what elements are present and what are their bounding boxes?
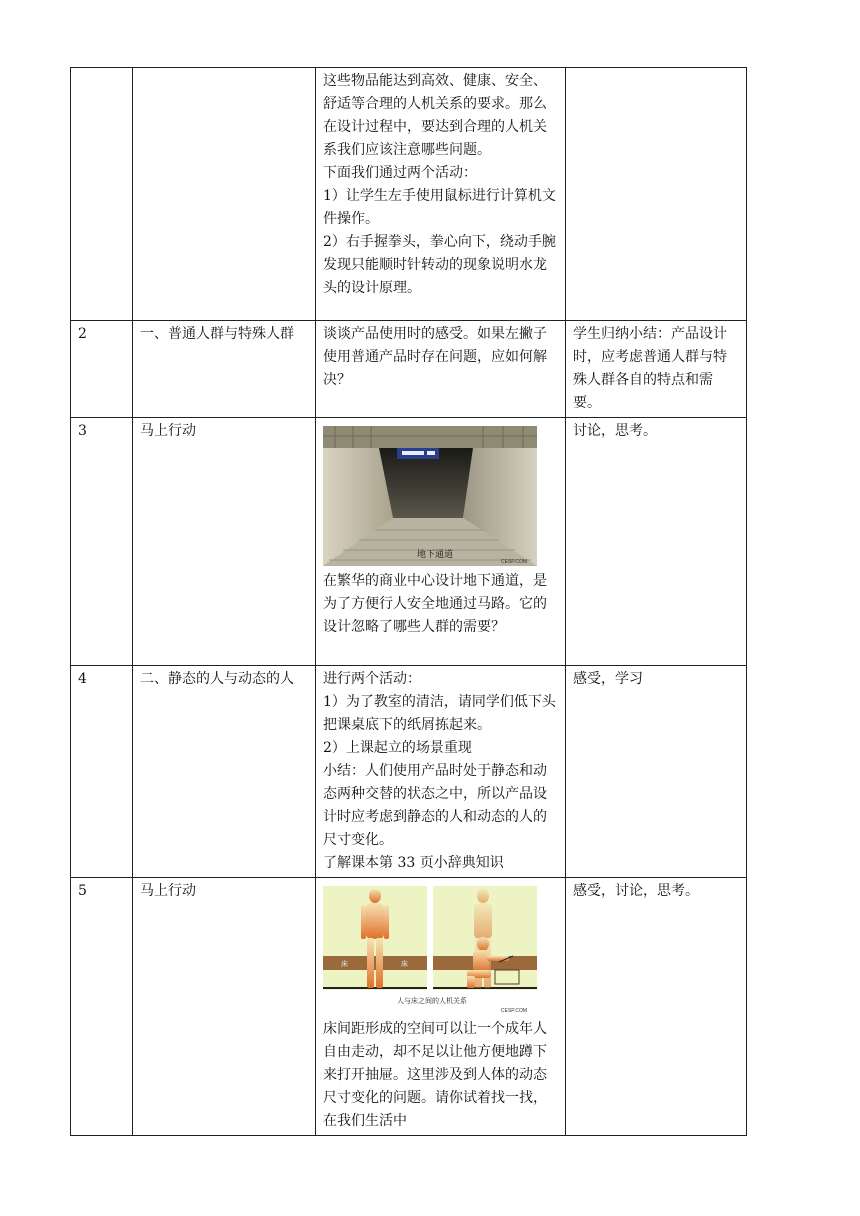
topic-cell: 马上行动	[133, 418, 316, 666]
content-cell	[316, 321, 566, 418]
topic-cell: 二、静态的人与动态的人	[133, 666, 316, 878]
bed-label: 床	[341, 961, 348, 968]
content-paragraph: 1）让学生左手使用鼠标进行计算机文件操作。	[323, 188, 556, 227]
content-paragraph: 这些物品能达到高效、健康、安全、舒适等合理的人机关系的要求。那么在设计过程中，要达到合理的人机关系我们应该注意哪些问题。	[323, 73, 547, 158]
student-activity-cell: 讨论，思考。	[566, 418, 747, 666]
content-paragraph: 1）为了教室的清洁，请同学们低下头把课桌底下的纸屑拣起来。	[323, 694, 556, 733]
content-cell	[316, 878, 566, 1136]
bed-label: 床	[401, 961, 408, 968]
photo-caption: 地下通道	[417, 549, 454, 559]
content-cell	[316, 666, 566, 878]
content-paragraph: 在繁华的商业中心设计地下通道，是为了方便行人安全地通过马路。它的设计忽略了哪些人群的需要？	[323, 573, 547, 635]
table-row	[71, 321, 747, 418]
content-paragraph: 床间距形成的空间可以让一个成年人自由走动，却不足以让他方便地蹲下来打开抽屉。这里涉及到人体的动态尺寸变化的问题。请你试着找一找，在我们生活中	[323, 1021, 547, 1129]
topic-cell	[133, 68, 316, 321]
illustration-watermark: CESP.COM	[501, 1008, 528, 1014]
bed-spacing-illustration	[323, 886, 558, 1014]
illustration-caption: 人与床之间的人机关系	[397, 997, 467, 1005]
table-row	[71, 68, 747, 321]
row-number-cell: 2	[71, 321, 133, 418]
photo-watermark: CESP.COM	[501, 559, 528, 565]
content-paragraph: 小结：人们使用产品时处于静态和动态两种交替的状态之中，所以产品设计时应考虑到静态的人和动态的人的尺寸变化。	[323, 763, 547, 848]
content-paragraph: 2）右手握拳头，拳心向下，绕动手腕发现只能顺时针转动的现象说明水龙头的设计原理。	[323, 234, 556, 296]
topic-cell: 一、普通人群与特殊人群	[133, 321, 316, 418]
row-number-cell	[71, 68, 133, 321]
topic-cell: 马上行动	[133, 878, 316, 1136]
underpass-photo	[323, 426, 558, 566]
row-number-cell: 5	[71, 878, 133, 1136]
table-row	[71, 418, 747, 666]
student-activity-cell	[566, 68, 747, 321]
row-number-cell: 3	[71, 418, 133, 666]
content-cell	[316, 418, 566, 666]
lesson-plan-table	[70, 67, 747, 1136]
student-activity-cell: 感受，学习	[566, 666, 747, 878]
student-activity-cell: 学生归纳小结：产品设计时，应考虑普通人群与特殊人群各自的特点和需要。	[566, 321, 747, 418]
row-number-cell: 4	[71, 666, 133, 878]
content-paragraph: 进行两个活动：	[323, 671, 421, 687]
student-activity-cell: 感受，讨论，思考。	[566, 878, 747, 1136]
content-paragraph: 下面我们通过两个活动：	[323, 165, 477, 181]
content-paragraph: 2）上课起立的场景重现	[323, 740, 472, 756]
table-row	[71, 878, 747, 1136]
content-paragraph: 了解课本第 33 页小辞典知识	[323, 855, 504, 871]
table-row	[71, 666, 747, 878]
content-paragraph: 谈谈产品使用时的感受。如果左撇子使用普通产品时存在问题，应如何解决？	[323, 326, 547, 388]
content-cell	[316, 68, 566, 321]
